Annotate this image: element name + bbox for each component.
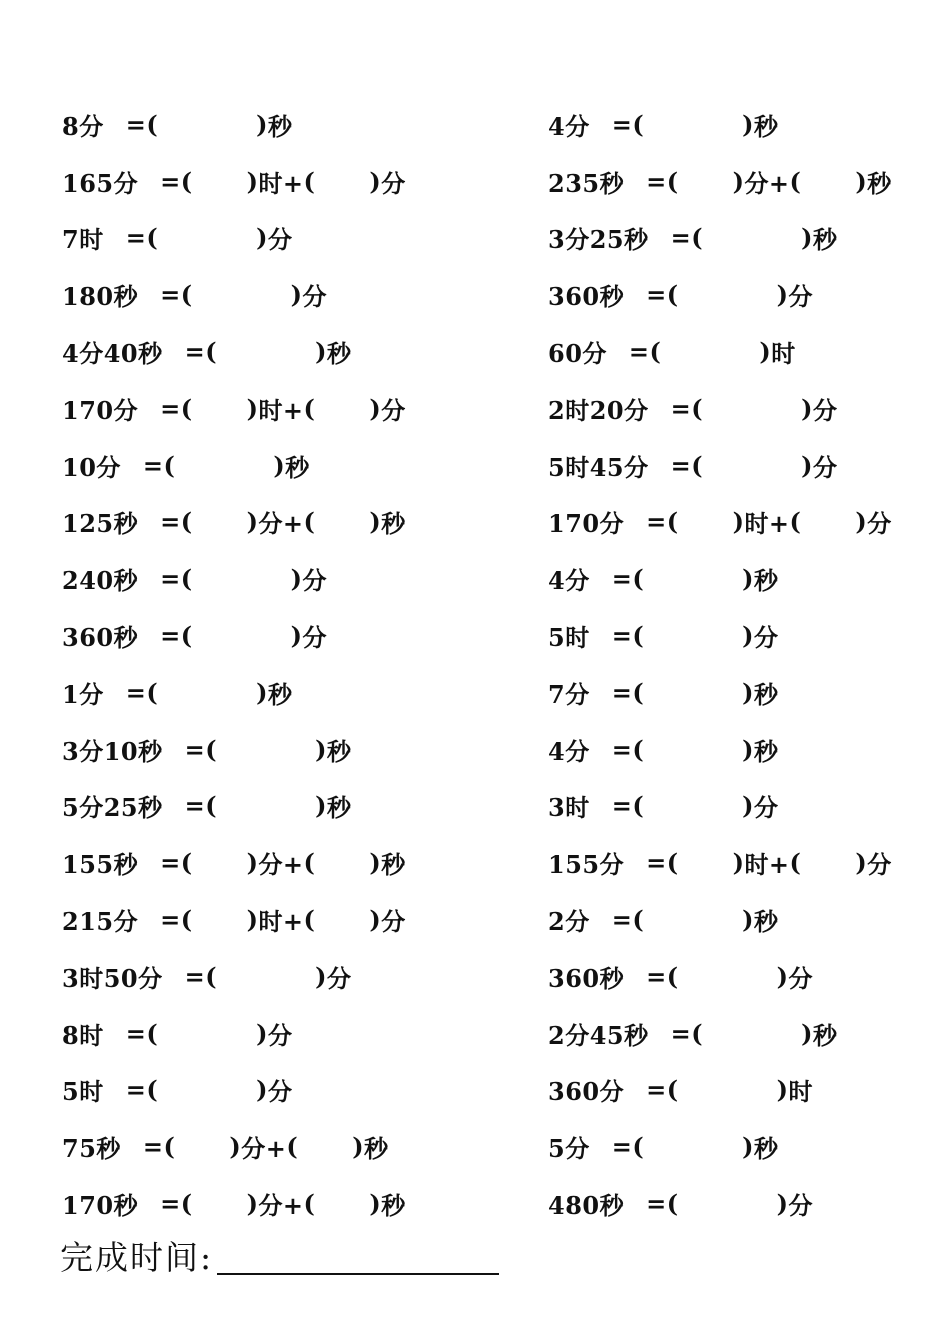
unit-label: 秒 [867,168,892,198]
question-text: 155秒 [62,850,139,880]
equals-open-paren: =( [670,393,704,423]
unit-label: 秒 [381,1191,406,1221]
question-row [62,891,482,948]
unit-label: 秒 [364,1134,389,1164]
question-row [548,1062,950,1119]
question-row [62,1005,482,1062]
close-paren: ) [246,905,259,935]
equals-open-paren: =( [125,1018,159,1048]
unit-label: 分 [268,1077,293,1107]
unit-label: 秒 [326,736,352,766]
close-paren: ) [256,223,269,253]
question-row [548,1118,950,1175]
close-paren: ) [256,1018,269,1048]
equals-open-paren: =( [611,621,645,651]
unit-label: 秒 [812,225,838,255]
open-paren: ( [303,507,316,537]
question-row [548,437,950,494]
close-paren: ) [290,621,303,651]
equals-open-paren: =( [670,1018,704,1048]
unit-label: 秒 [754,111,779,141]
unit-label: 分 [788,282,813,312]
question-row [62,494,482,551]
open-paren: ( [303,1189,316,1219]
unit-label: 时+ [744,850,790,880]
equals-open-paren: =( [160,905,193,935]
close-paren: ) [246,1189,259,1219]
close-paren: ) [369,507,382,537]
unit-label: 分+ [258,1191,304,1221]
unit-label: 分+ [258,850,304,880]
question-row [548,494,950,551]
equals-open-paren: =( [160,507,193,537]
close-paren: ) [315,961,327,991]
open-paren: ( [789,848,802,878]
close-paren: ) [229,1132,242,1162]
question-text: 155分 [548,850,625,880]
open-paren: ( [789,507,802,537]
question-row [548,778,950,835]
unit-label: 秒 [268,679,293,709]
close-paren: ) [776,1189,789,1219]
question-row [548,1175,950,1232]
unit-label: 时 [788,1077,813,1107]
close-paren: ) [742,791,755,821]
equals-open-paren: =( [125,1075,159,1105]
question-row [62,607,482,664]
equals-open-paren: =( [160,280,193,310]
equals-open-paren: =( [184,734,218,764]
question-text: 8分 [62,111,104,141]
close-paren: ) [776,280,789,310]
unit-label: 分+ [241,1134,287,1164]
close-paren: ) [369,166,382,196]
question-text: 235秒 [548,168,625,198]
question-row [62,834,482,891]
close-paren: ) [315,337,327,367]
equals-open-paren: =( [160,848,193,878]
unit-label: 分 [812,395,838,425]
close-paren: ) [352,1132,365,1162]
close-paren: ) [246,393,259,423]
unit-label: 分 [381,168,406,198]
question-text: 360秒 [548,282,625,312]
unit-label: 分 [754,623,779,653]
close-paren: ) [369,1189,382,1219]
question-text: 360分 [548,1077,625,1107]
question-row [62,210,482,267]
unit-label: 分 [788,1191,813,1221]
unit-label: 时+ [744,509,790,539]
close-paren: ) [732,848,745,878]
equals-open-paren: =( [184,791,218,821]
open-paren: ( [303,393,316,423]
question-row [548,948,950,1005]
question-text: 10分 [62,452,121,482]
close-paren: ) [801,450,813,480]
unit-label: 分 [867,850,892,880]
open-paren: ( [789,166,802,196]
equals-open-paren: =( [125,677,159,707]
unit-label: 分 [788,963,813,993]
question-row [62,153,482,210]
close-paren: ) [776,961,789,991]
unit-label: 秒 [381,850,406,880]
close-paren: ) [256,677,269,707]
equals-open-paren: =( [611,109,645,139]
equals-open-paren: =( [184,961,218,991]
question-row [62,948,482,1005]
question-row [548,266,950,323]
close-paren: ) [742,109,755,139]
equals-open-paren: =( [646,1189,679,1219]
question-text: 170秒 [62,1191,139,1221]
close-paren: ) [369,848,382,878]
close-paren: ) [855,848,868,878]
close-paren: ) [369,905,382,935]
question-text: 125秒 [62,509,139,539]
question-text: 2分45秒 [548,1020,649,1050]
equals-open-paren: =( [611,791,645,821]
question-text: 2时20分 [548,395,649,425]
close-paren: ) [256,1075,269,1105]
unit-label: 时+ [258,907,304,937]
question-text: 5时 [548,623,590,653]
question-row [548,380,950,437]
question-row [548,323,950,380]
unit-label: 秒 [754,566,779,596]
question-text: 3分10秒 [62,736,163,766]
close-paren: ) [256,109,269,139]
question-text: 1分 [62,679,104,709]
unit-label: 分 [268,225,293,255]
equals-open-paren: =( [670,450,704,480]
close-paren: ) [742,905,755,935]
question-text: 75秒 [62,1134,121,1164]
close-paren: ) [742,677,755,707]
equals-open-paren: =( [646,1075,679,1105]
question-text: 7时 [62,225,104,255]
question-text: 180秒 [62,282,139,312]
equals-open-paren: =( [160,166,193,196]
question-row [548,550,950,607]
unit-label: 秒 [754,736,779,766]
question-text: 4分 [548,566,590,596]
close-paren: ) [742,734,755,764]
close-paren: ) [855,166,868,196]
question-text: 170分 [62,395,139,425]
unit-label: 分 [867,509,892,539]
unit-label: 秒 [754,1134,779,1164]
equals-open-paren: =( [611,905,645,935]
equals-open-paren: =( [184,337,218,367]
equals-open-paren: =( [646,280,679,310]
close-paren: ) [742,564,755,594]
unit-label: 分 [326,963,352,993]
unit-label: 秒 [754,907,779,937]
question-text: 360秒 [62,623,139,653]
right-question-column [548,96,950,1232]
question-row [548,607,950,664]
equals-open-paren: =( [646,507,679,537]
equals-open-paren: =( [646,961,679,991]
completion-time-label: 完成时间: [60,1238,214,1277]
question-row [62,380,482,437]
close-paren: ) [742,621,755,651]
question-row [62,1062,482,1119]
unit-label: 秒 [285,452,310,482]
completion-time [60,1232,499,1279]
unit-label: 分 [381,907,406,937]
question-row [62,664,482,721]
close-paren: ) [732,166,745,196]
equals-open-paren: =( [125,109,159,139]
question-text: 240秒 [62,566,139,596]
close-paren: ) [759,337,772,367]
question-row [548,834,950,891]
unit-label: 时 [771,339,796,369]
question-text: 8时 [62,1020,104,1050]
unit-label: 分 [268,1020,293,1050]
question-row [62,778,482,835]
unit-label: 分 [302,566,327,596]
close-paren: ) [855,507,868,537]
open-paren: ( [303,848,316,878]
equals-open-paren: =( [611,1132,645,1162]
unit-label: 秒 [268,111,293,141]
open-paren: ( [303,166,316,196]
question-row [548,96,950,153]
question-row [62,96,482,153]
close-paren: ) [742,1132,755,1162]
unit-label: 分 [754,793,779,823]
question-text: 4分40秒 [62,339,163,369]
close-paren: ) [801,393,813,423]
question-row [548,1005,950,1062]
unit-label: 分+ [744,168,790,198]
question-text: 3时50分 [62,963,163,993]
unit-label: 时+ [258,168,304,198]
close-paren: ) [290,280,303,310]
equals-open-paren: =( [160,393,193,423]
question-row [62,1175,482,1232]
equals-open-paren: =( [628,337,662,367]
close-paren: ) [290,564,303,594]
open-paren: ( [286,1132,299,1162]
unit-label: 秒 [326,339,352,369]
equals-open-paren: =( [125,223,159,253]
unit-label: 秒 [381,509,406,539]
close-paren: ) [246,507,259,537]
unit-label: 分 [302,282,327,312]
question-text: 360秒 [548,963,625,993]
question-text: 60分 [548,339,607,369]
unit-label: 分+ [258,509,304,539]
equals-open-paren: =( [646,848,679,878]
close-paren: ) [801,1018,813,1048]
equals-open-paren: =( [142,1132,176,1162]
unit-label: 分 [302,623,327,653]
equals-open-paren: =( [646,166,679,196]
question-text: 3分25秒 [548,225,649,255]
close-paren: ) [801,223,813,253]
question-row [548,210,950,267]
question-row [62,550,482,607]
close-paren: ) [246,848,259,878]
question-text: 170分 [548,509,625,539]
close-paren: ) [369,393,382,423]
unit-label: 分 [812,452,838,482]
question-row [62,266,482,323]
equals-open-paren: =( [611,677,645,707]
question-text: 5时45分 [548,452,649,482]
question-row [548,721,950,778]
close-paren: ) [315,734,327,764]
unit-label: 秒 [754,679,779,709]
question-row [548,664,950,721]
equals-open-paren: =( [160,1189,193,1219]
unit-label: 分 [381,395,406,425]
question-text: 215分 [62,907,139,937]
close-paren: ) [732,507,745,537]
question-text: 165分 [62,168,139,198]
question-text: 480秒 [548,1191,625,1221]
question-row [62,437,482,494]
question-row [548,891,950,948]
equals-open-paren: =( [611,564,645,594]
question-row [62,1118,482,1175]
completion-time-line[interactable] [217,1272,499,1275]
unit-label: 秒 [326,793,352,823]
close-paren: ) [273,450,286,480]
question-text: 3时 [548,793,590,823]
question-text: 7分 [548,679,590,709]
question-text: 5分 [548,1134,590,1164]
unit-label: 时+ [258,395,304,425]
equals-open-paren: =( [670,223,704,253]
close-paren: ) [246,166,259,196]
close-paren: ) [776,1075,789,1105]
question-text: 4分 [548,736,590,766]
unit-label: 秒 [812,1020,838,1050]
question-text: 4分 [548,111,590,141]
question-text: 5分25秒 [62,793,163,823]
open-paren: ( [303,905,316,935]
question-row [548,153,950,210]
question-row [62,323,482,380]
equals-open-paren: =( [142,450,176,480]
equals-open-paren: =( [160,621,193,651]
question-text: 5时 [62,1077,104,1107]
question-row [62,721,482,778]
left-question-column [62,96,482,1232]
close-paren: ) [315,791,327,821]
equals-open-paren: =( [611,734,645,764]
question-text: 2分 [548,907,590,937]
equals-open-paren: =( [160,564,193,594]
